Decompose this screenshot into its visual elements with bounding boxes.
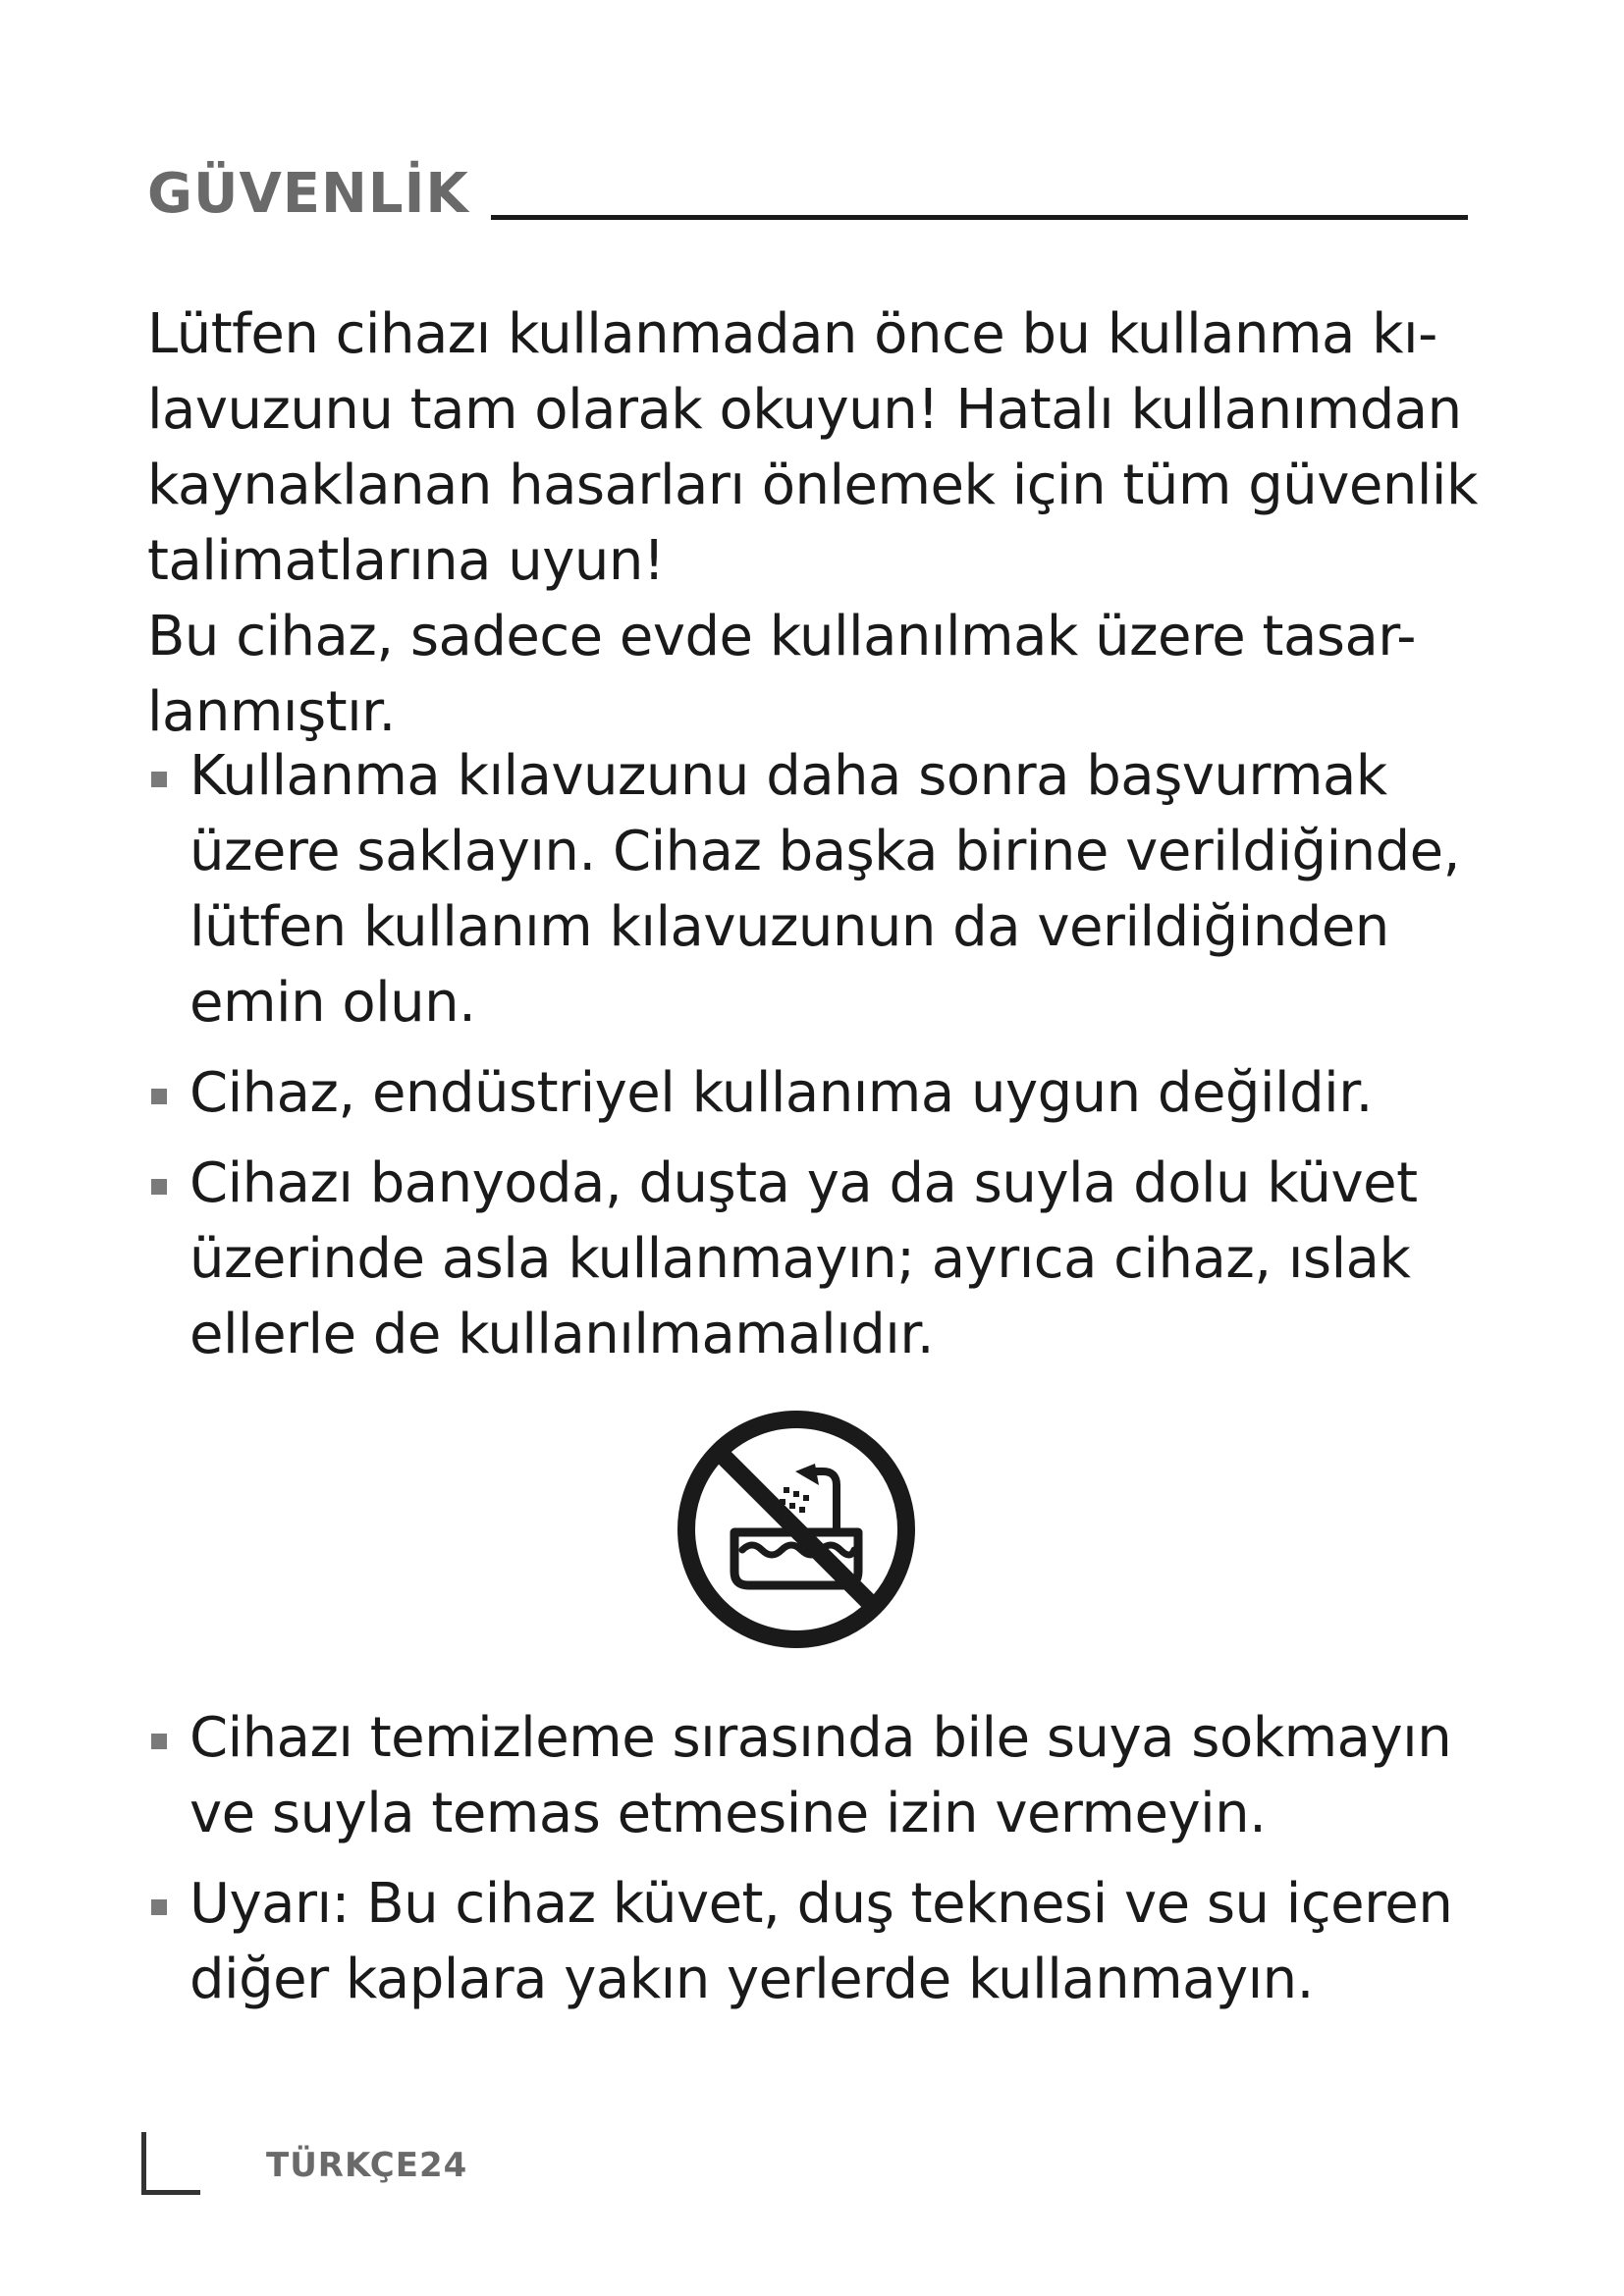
section-heading [147,162,1468,226]
intro-line: Bu cihaz, sadece evde kullanılmak üzere tasar- [147,605,1416,668]
footer-language: TÜRKÇE [266,2146,419,2185]
list-item-line: emin olun. [189,971,476,1035]
list-item-line: Kullanma kılavuzunu daha sonra başvurmak [189,744,1387,808]
intro-line: Lütfen cihazı kullanmadan önce bu kullanma kı- [147,302,1437,366]
list-item [147,738,1522,1041]
square-bullet-icon [151,1089,167,1104]
list-item-line: üzerinde asla kullanmayın; ayrıca cihaz, ıslak [189,1227,1411,1291]
section-title: GÜVENLİK [147,162,469,226]
square-bullet-icon [151,1899,167,1915]
page-footer [266,2146,467,2185]
intro-line: kaynaklanan hasarları önlemek için tüm güvenlik [147,454,1478,517]
list-item [147,1700,1522,1851]
list-item-line: üzere saklayın. Cihaz başka birine verildiğinde, [189,820,1460,883]
list-item-line: ellerle de kullanılmamalıdır. [189,1303,935,1366]
list-item-line: ve suyla temas etmesine izin vermeyin. [189,1782,1267,1845]
intro-paragraph [147,296,1522,750]
intro-line: lanmıştır. [147,680,396,744]
list-item [147,1055,1522,1131]
page-corner-mark [141,2132,200,2195]
square-bullet-icon [151,1734,167,1749]
list-item-line: Cihazı banyoda, duşta ya da suyla dolu küvet [189,1151,1418,1215]
square-bullet-icon [151,772,167,787]
list-item-line: diğer kaplara yakın yerlerde kullanmayın. [189,1948,1314,2011]
list-item [147,1866,1522,2017]
safety-list-top [147,738,1522,1372]
intro-line: lavuzunu tam olarak okuyun! Hatalı kullanımdan [147,378,1462,442]
intro-line: talimatlarına uyun! [147,529,665,593]
list-item [147,1146,1522,1372]
list-item-line: Cihazı temizleme sırasında bile suya sokmayın [189,1706,1452,1770]
heading-rule [491,215,1468,220]
list-item-line: lütfen kullanım kılavuzunun da verildiğinden [189,895,1389,959]
list-item-line: Cihaz, endüstriyel kullanıma uygun değildir. [189,1061,1373,1125]
square-bullet-icon [151,1179,167,1195]
list-item-line: Uyarı: Bu cihaz küvet, duş teknesi ve su içeren [189,1872,1453,1936]
safety-list-bottom [147,1700,1522,2017]
no-bathtub-shower-icon [674,1407,919,1652]
page-number: 24 [418,2146,468,2185]
